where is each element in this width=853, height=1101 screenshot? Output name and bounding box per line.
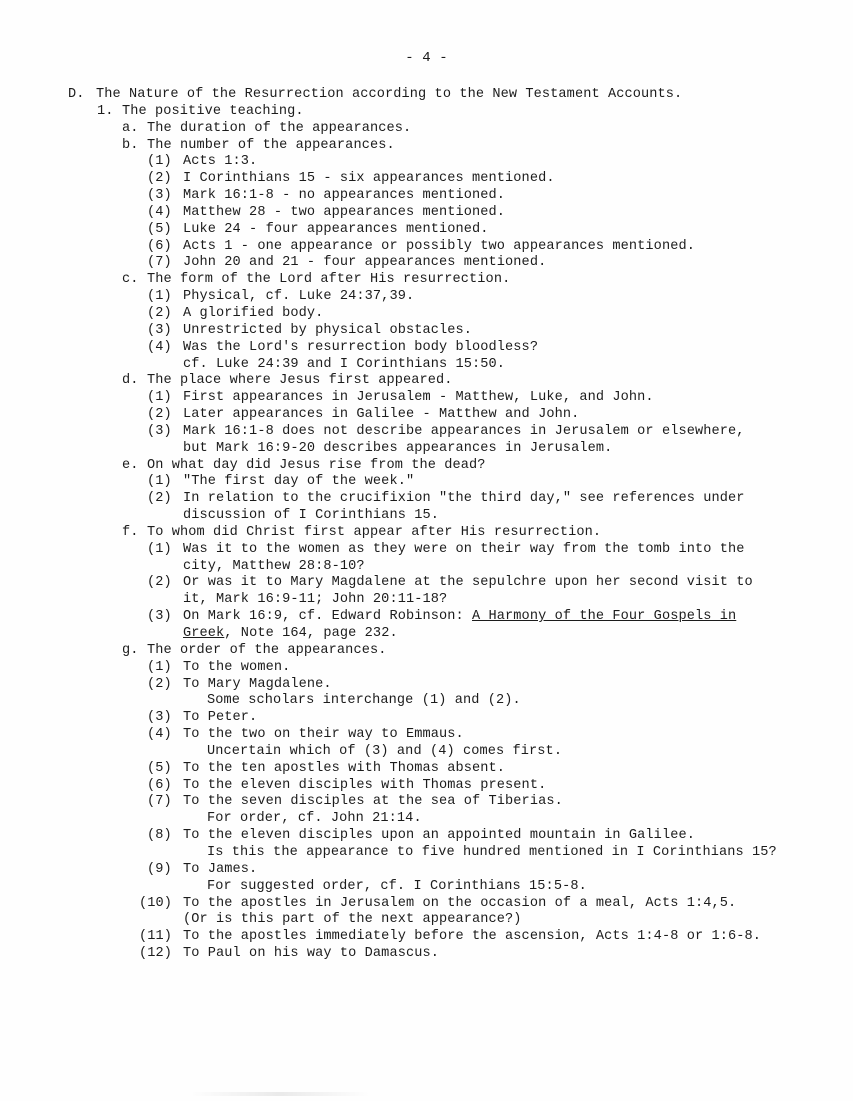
- outline-line: [0, 87, 853, 104]
- outline-line: [0, 912, 853, 929]
- outline-line: [0, 239, 853, 256]
- outline-text: John 20 and 21 - four appearances mentioned.: [183, 255, 547, 271]
- outline-marker: (3): [147, 710, 172, 726]
- outline-text: [183, 609, 736, 626]
- outline-text: Some scholars interchange (1) and (2).: [207, 693, 521, 709]
- outline-text: Was the Lord's resurrection body bloodless?: [183, 339, 539, 355]
- outline-marker: (1): [147, 390, 172, 406]
- outline-marker: (2): [147, 407, 172, 423]
- outline-text: Unrestricted by physical obstacles.: [183, 322, 473, 338]
- outline-line: [0, 104, 853, 121]
- outline-line: [0, 340, 853, 357]
- outline-line: [0, 929, 853, 946]
- outline-text: Matthew 28 - two appearances mentioned.: [183, 204, 506, 220]
- outline-marker: g.: [122, 642, 139, 658]
- outline-line: [0, 727, 853, 744]
- outline-marker: a.: [122, 120, 139, 136]
- outline-line: [0, 761, 853, 778]
- outline-body: [0, 87, 853, 963]
- outline-line: [0, 491, 853, 508]
- outline-text: To Paul on his way to Damascus.: [183, 946, 439, 962]
- outline-text-lead: On Mark 16:9, cf. Edward Robinson:: [183, 609, 473, 625]
- outline-line: [0, 677, 853, 694]
- outline-text: Luke 24 - four appearances mentioned.: [183, 221, 489, 237]
- outline-text: city, Matthew 28:8-10?: [183, 558, 365, 574]
- outline-text: To whom did Christ first appear after His resurrection.: [147, 524, 602, 540]
- outline-line: [0, 121, 853, 138]
- outline-text: In relation to the crucifixion "the third day," see references under: [183, 491, 745, 507]
- outline-text: To the women.: [183, 659, 291, 675]
- outline-line: [0, 609, 853, 626]
- book-title-underlined: Greek: [183, 626, 225, 641]
- outline-text: Uncertain which of (3) and (4) comes first.: [207, 743, 563, 759]
- outline-text: but Mark 16:9-20 describes appearances in Jerusalem.: [183, 440, 613, 456]
- outline-line: [0, 879, 853, 896]
- outline-text: To the ten apostles with Thomas absent.: [183, 760, 506, 776]
- outline-line: [0, 272, 853, 289]
- outline-marker: d.: [122, 373, 139, 389]
- outline-marker: f.: [122, 524, 139, 540]
- outline-text: The number of the appearances.: [147, 137, 395, 153]
- outline-text: For suggested order, cf. I Corinthians 15:5-8.: [207, 878, 587, 894]
- outline-text: The form of the Lord after His resurrection.: [147, 272, 511, 288]
- outline-text: First appearances in Jerusalem - Matthew, Luke, and John.: [183, 390, 654, 406]
- outline-line: [0, 357, 853, 374]
- outline-line: [0, 390, 853, 407]
- outline-text: To the eleven disciples with Thomas present.: [183, 777, 547, 793]
- outline-marker: c.: [122, 272, 139, 288]
- outline-text: [183, 626, 398, 643]
- outline-text: To the eleven disciples upon an appointed mountain in Galilee.: [183, 828, 695, 844]
- scan-smudge: [190, 1092, 370, 1096]
- outline-marker: (10): [139, 895, 173, 911]
- outline-text: To the seven disciples at the sea of Tiberias.: [183, 794, 563, 810]
- outline-marker: (8): [147, 828, 172, 844]
- outline-line: [0, 946, 853, 963]
- outline-text: To the apostles in Jerusalem on the occasion of a meal, Acts 1:4,5.: [183, 895, 737, 911]
- outline-marker: (1): [147, 541, 172, 557]
- outline-marker: (1): [147, 154, 172, 170]
- outline-text: I Corinthians 15 - six appearances mentioned.: [183, 171, 555, 187]
- outline-line: [0, 373, 853, 390]
- outline-line: [0, 171, 853, 188]
- outline-text: For order, cf. John 21:14.: [207, 811, 422, 827]
- outline-text: To Mary Magdalene.: [183, 676, 332, 692]
- outline-line: [0, 255, 853, 272]
- outline-text: Was it to the women as they were on their way from the tomb into the: [183, 541, 745, 557]
- outline-text: To James.: [183, 861, 258, 877]
- outline-line: [0, 323, 853, 340]
- outline-line: [0, 643, 853, 660]
- outline-marker: (2): [147, 676, 172, 692]
- outline-text: The duration of the appearances.: [147, 120, 412, 136]
- outline-line: [0, 188, 853, 205]
- outline-line: [0, 828, 853, 845]
- outline-line: [0, 660, 853, 677]
- outline-text: (Or is this part of the next appearance?): [183, 912, 522, 928]
- outline-line: [0, 441, 853, 458]
- outline-text: The positive teaching.: [122, 103, 304, 119]
- outline-marker: (5): [147, 760, 172, 776]
- outline-line: [0, 306, 853, 323]
- outline-line: [0, 542, 853, 559]
- outline-line: [0, 862, 853, 879]
- outline-text: Mark 16:1-8 does not describe appearances in Jerusalem or elsewhere,: [183, 423, 745, 439]
- outline-text: cf. Luke 24:39 and I Corinthians 15:50.: [183, 356, 506, 372]
- outline-line: [0, 407, 853, 424]
- outline-line: [0, 474, 853, 491]
- outline-line: [0, 289, 853, 306]
- outline-marker: (5): [147, 221, 172, 237]
- outline-marker: (2): [147, 491, 172, 507]
- outline-text: Later appearances in Galilee - Matthew and John.: [183, 407, 580, 423]
- outline-text: A glorified body.: [183, 305, 324, 321]
- outline-line: [0, 626, 853, 643]
- outline-line: [0, 424, 853, 441]
- outline-marker: (3): [147, 609, 172, 625]
- outline-text: Acts 1:3.: [183, 154, 258, 170]
- outline-line: [0, 458, 853, 475]
- outline-text: On what day did Jesus rise from the dead?: [147, 457, 486, 473]
- outline-marker: (3): [147, 188, 172, 204]
- outline-marker: (1): [147, 289, 172, 305]
- outline-line: [0, 205, 853, 222]
- page-number: - 4 -: [405, 50, 448, 66]
- outline-marker: (1): [147, 659, 172, 675]
- outline-line: [0, 778, 853, 795]
- outline-text: Acts 1 - one appearance or possibly two appearances mentioned.: [183, 238, 695, 254]
- outline-marker: (3): [147, 322, 172, 338]
- outline-text: The Nature of the Resurrection according to the New Testament Accounts.: [96, 87, 683, 102]
- outline-line: [0, 896, 853, 913]
- outline-marker: (6): [147, 777, 172, 793]
- book-title-underlined: A Harmony of the Four Gospels in: [472, 609, 737, 625]
- outline-marker: (2): [147, 171, 172, 187]
- outline-text: To Peter.: [183, 710, 258, 726]
- outline-line: [0, 154, 853, 171]
- outline-marker: D.: [68, 87, 85, 102]
- outline-text: Mark 16:1-8 - no appearances mentioned.: [183, 188, 506, 204]
- outline-line: [0, 811, 853, 828]
- outline-text: Or was it to Mary Magdalene at the sepulchre upon her second visit to: [183, 575, 753, 591]
- outline-marker: (1): [147, 474, 172, 490]
- outline-line: [0, 744, 853, 761]
- outline-text-rest: , Note 164, page 232.: [224, 626, 398, 641]
- outline-line: [0, 559, 853, 576]
- outline-text: it, Mark 16:9-11; John 20:11-18?: [183, 592, 448, 608]
- outline-line: [0, 592, 853, 609]
- outline-line: [0, 794, 853, 811]
- outline-text: To the apostles immediately before the ascension, Acts 1:4-8 or 1:6-8.: [183, 929, 762, 945]
- outline-line: [0, 575, 853, 592]
- outline-marker: (11): [139, 929, 173, 945]
- outline-line: [0, 525, 853, 542]
- outline-marker: (4): [147, 339, 172, 355]
- outline-line: [0, 138, 853, 155]
- outline-line: [0, 222, 853, 239]
- outline-marker: (12): [139, 946, 173, 962]
- outline-marker: (2): [147, 575, 172, 591]
- outline-marker: (4): [147, 204, 172, 220]
- outline-line: [0, 508, 853, 525]
- outline-marker: (6): [147, 238, 172, 254]
- outline-text: The order of the appearances.: [147, 642, 387, 658]
- outline-marker: (3): [147, 423, 172, 439]
- outline-line: [0, 845, 853, 862]
- outline-marker: b.: [122, 137, 139, 153]
- outline-marker: e.: [122, 457, 139, 473]
- outline-marker: (4): [147, 727, 172, 743]
- outline-text: Physical, cf. Luke 24:37,39.: [183, 289, 415, 305]
- outline-marker: (7): [147, 255, 172, 271]
- outline-marker: (7): [147, 794, 172, 810]
- outline-line: [0, 693, 853, 710]
- outline-marker: (2): [147, 305, 172, 321]
- outline-text: "The first day of the week.": [183, 474, 415, 490]
- outline-text: discussion of I Corinthians 15.: [183, 508, 439, 524]
- outline-marker: (9): [147, 861, 172, 877]
- outline-line: [0, 710, 853, 727]
- outline-text: The place where Jesus first appeared.: [147, 373, 453, 389]
- outline-text: Is this the appearance to five hundred mentioned in I Corinthians 15?: [207, 844, 777, 860]
- outline-marker: 1.: [97, 103, 114, 119]
- outline-text: To the two on their way to Emmaus.: [183, 727, 464, 743]
